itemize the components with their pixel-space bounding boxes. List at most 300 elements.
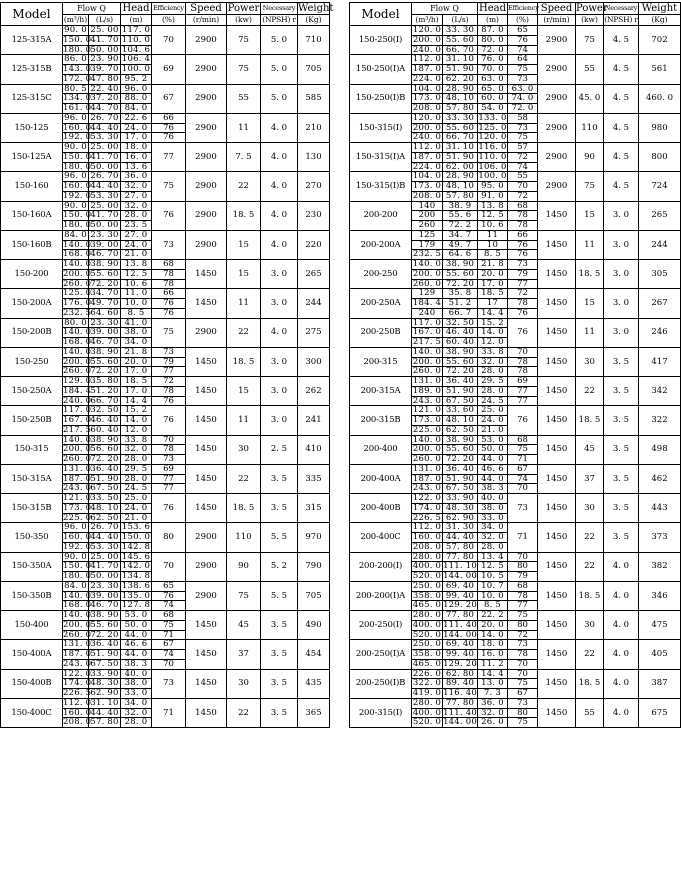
flow-ls-cell: 72. 20 — [443, 455, 478, 465]
head-cell: 142. 8 — [121, 541, 151, 552]
head-cell: 53. 0 — [121, 611, 152, 621]
head-cell: 12. 5 — [478, 211, 508, 221]
flow-m3h-cell: 112. 0 — [412, 142, 442, 153]
speed-cell: 1450 — [186, 289, 227, 318]
efficiency-cell: 76 — [152, 591, 186, 601]
flow-m3h-cell: 180. 0 — [63, 571, 92, 582]
flow-ls-cell: 89. 40 — [443, 679, 478, 689]
flow-ls-cell: 72. 20 — [90, 278, 119, 289]
weight-cell: 365 — [298, 698, 330, 727]
power-cell: 22 — [227, 318, 261, 347]
weight-cell: 705 — [298, 55, 330, 84]
efficiency-cell: 72 — [508, 630, 538, 640]
flow-ls-cell: 51. 20 — [90, 385, 119, 396]
flow-ls-cell: 44. 40 — [90, 122, 119, 133]
head-cell: 27. 0 — [121, 191, 152, 201]
table-row — [1, 260, 330, 270]
head-cell: 13. 8 — [121, 260, 152, 270]
head-cell: 72. 0 — [478, 45, 508, 55]
efficiency-unit: (%) — [508, 15, 538, 26]
power-cell: 22 — [227, 172, 261, 201]
flow-m3h-cell: 117. 0 — [412, 317, 442, 328]
flow-m3h-cell: 260. 0 — [412, 366, 442, 377]
weight-cell: 305 — [639, 260, 681, 289]
flow-ls-cell: 77. 80 — [443, 552, 478, 562]
flow-ls-cell: 39. 70 — [90, 64, 119, 75]
flow-m3h-cell: 84. 0 — [64, 229, 87, 240]
weight-cell: 270 — [298, 172, 330, 201]
head-cell: 54. 0 — [478, 104, 508, 114]
efficiency-cell: 78 — [508, 357, 538, 367]
flow-ls-cell: 144. 00 — [443, 571, 477, 582]
table-row — [350, 464, 681, 474]
efficiency-cell: 75 — [152, 620, 186, 630]
npsh-cell: 3. 0 — [261, 260, 298, 289]
flow-m3h-cell: 260. 0 — [412, 454, 442, 465]
speed-unit: (r/min) — [538, 15, 576, 26]
flow-m3h-cell: 173. 0 — [412, 415, 442, 426]
flow-m3h-cell: 192. 0 — [63, 190, 92, 201]
speed-cell: 1450 — [538, 523, 576, 552]
weight-cell: 435 — [298, 669, 330, 698]
flow-ls-cell: 26. 70 — [90, 522, 119, 533]
flow-m3h-cell: 200. 0 — [412, 34, 442, 45]
efficiency-cell: 76 — [152, 201, 186, 230]
efficiency-cell: 70 — [508, 552, 538, 562]
flow-ls-cell: 34. 7 — [443, 230, 478, 240]
efficiency-cell: 77 — [152, 484, 186, 494]
efficiency-cell: 73 — [152, 347, 186, 357]
efficiency-cell: 74 — [508, 45, 538, 55]
flow-ls-cell: 25. 00 — [90, 142, 119, 153]
flow-m3h-cell: 122. 0 — [63, 668, 92, 679]
flow-ls-cell: 77. 80 — [443, 611, 478, 621]
efficiency-cell: 70 — [152, 26, 186, 55]
head-cell: 33. 8 — [121, 435, 152, 445]
speed-cell: 1450 — [186, 698, 227, 727]
flow-m3h-cell: 226. 5 — [63, 688, 92, 699]
flow-m3h-cell: 117. 0 — [63, 405, 92, 416]
necessary-unit: (NPSH) r — [262, 15, 296, 25]
npsh-cell: 4. 0 — [604, 698, 639, 727]
flow-ls-cell: 48. 10 — [90, 502, 119, 513]
flow-ls-cell: 48. 30 — [90, 678, 119, 689]
npsh-cell: 3. 5 — [604, 377, 639, 406]
npsh-cell: 5. 5 — [261, 523, 298, 552]
flow-ls-cell: 77. 80 — [443, 698, 478, 708]
flow-ls-cell: 69. 40 — [443, 581, 478, 591]
flow-ls-cell: 49. 7 — [443, 240, 478, 250]
speed-cell: 1450 — [538, 406, 576, 435]
npsh-cell: 4. 0 — [261, 201, 298, 230]
head-cell: 24. 0 — [121, 503, 152, 513]
efficiency-cell: 72 — [152, 377, 186, 387]
head-cell: 70. 0 — [478, 65, 508, 75]
power-cell: 11 — [227, 289, 261, 318]
model-cell: 150-315B — [1, 494, 63, 523]
head-cell: 24. 0 — [121, 240, 152, 250]
npsh-cell: 3. 5 — [604, 523, 639, 552]
flow-ls-cell: 38. 90 — [90, 346, 119, 357]
npsh-cell: 5. 0 — [261, 26, 298, 55]
power-cell: 22 — [227, 464, 261, 493]
efficiency-cell: 70 — [152, 659, 186, 669]
flow-m3h-cell: 243. 0 — [412, 483, 442, 494]
power-cell: 18. 5 — [576, 260, 604, 289]
flow-m3h-cell: 167. 0 — [412, 327, 442, 338]
speed-cell: 2900 — [538, 113, 576, 142]
head-cell: 22. 6 — [121, 113, 152, 123]
flow-ls-cell: 35. 80 — [90, 376, 119, 387]
npsh-cell: 4. 0 — [604, 581, 639, 610]
efficiency-cell: 65 — [508, 26, 538, 36]
flow-ls-cell: 49. 70 — [90, 298, 119, 309]
model-cell: 125-315B — [1, 55, 63, 84]
flow-ls-cell: 31. 30 — [443, 523, 478, 533]
model-cell: 150-250(I)A — [350, 55, 412, 84]
efficiency-header: Efficiency — [508, 3, 538, 15]
head-cell: 36. 0 — [478, 698, 508, 708]
flow-ls-cell: 33. 30 — [443, 113, 478, 123]
flow-ls-cell: 51. 90 — [90, 473, 119, 484]
flow-ls-cell: 62. 50 — [443, 425, 478, 435]
flow-ls-cell: 23. 90 — [90, 54, 119, 65]
table-row — [1, 698, 330, 708]
efficiency-cell: 55 — [508, 172, 538, 182]
flow-m3h-cell: 280. 0 — [412, 551, 442, 562]
flow-ls-cell: 55. 60 — [443, 269, 478, 279]
flow-ls-cell: 36. 40 — [443, 464, 478, 474]
npsh-cell: 3. 5 — [604, 494, 639, 523]
head-cell: 38. 0 — [478, 503, 508, 513]
npsh-cell: 4. 5 — [604, 143, 639, 172]
efficiency-cell: 78 — [152, 386, 186, 396]
power-cell: 75 — [576, 172, 604, 201]
head-cell: 46. 6 — [121, 640, 152, 650]
flow-ls-cell: 51. 90 — [443, 65, 478, 75]
flow-m3h-cell: 208. 0 — [63, 717, 92, 728]
flow-ls-cell: 44. 40 — [90, 532, 119, 543]
model-cell: 150-200B — [1, 318, 63, 347]
efficiency-cell: 77 — [152, 474, 186, 484]
efficiency-cell: 73 — [152, 455, 186, 465]
flow-m3h-cell: 243. 0 — [412, 395, 442, 406]
table-row — [1, 494, 330, 504]
flow-m3h-cell: 400. 0 — [412, 561, 442, 572]
weight-unit: (Kg) — [298, 15, 330, 26]
flow-ls-cell: 66. 70 — [90, 395, 119, 406]
flow-unit-m3h: (m³/h) — [412, 15, 443, 26]
efficiency-cell: 65 — [152, 581, 186, 591]
efficiency-cell: 76 — [152, 406, 186, 435]
head-cell: 8. 5 — [478, 250, 508, 260]
table-row — [350, 347, 681, 357]
flow-ls-cell: 66. 7 — [443, 308, 478, 318]
npsh-cell: 3. 5 — [261, 464, 298, 493]
flow-m3h-cell: 176. 0 — [63, 298, 92, 309]
flow-m3h-cell: 187. 0 — [63, 473, 92, 484]
speed-cell: 1450 — [538, 552, 576, 581]
power-cell: 30 — [576, 611, 604, 640]
flow-m3h-cell: 200. 0 — [63, 268, 92, 279]
flow-unit-ls: (L/s) — [89, 15, 121, 26]
table-row — [1, 611, 330, 621]
efficiency-cell: 78 — [508, 299, 538, 309]
head-cell: 16. 0 — [478, 650, 508, 660]
speed-header: Speed — [538, 3, 576, 15]
power-cell: 75 — [227, 55, 261, 84]
head-cell: 29. 5 — [121, 464, 152, 474]
speed-cell: 1450 — [538, 318, 576, 347]
model-cell: 150-315(I) — [350, 113, 412, 142]
weight-cell: 210 — [298, 113, 330, 142]
head-cell: 32. 0 — [478, 357, 508, 367]
flow-m3h-cell: 226. 0 — [412, 668, 442, 679]
weight-cell: 462 — [639, 464, 681, 493]
flow-ls-cell: 51. 90 — [443, 152, 478, 162]
npsh-cell: 4. 5 — [604, 26, 639, 55]
npsh-cell: 3. 0 — [261, 347, 298, 376]
power-cell: 45 — [227, 611, 261, 640]
model-cell: 150-250(I) — [350, 26, 412, 55]
flow-m3h-cell: 200. 0 — [63, 356, 92, 367]
weight-cell: 322 — [639, 406, 681, 435]
model-cell: 150-315(I)A — [350, 143, 412, 172]
power-cell: 110 — [227, 523, 261, 552]
flow-m3h-cell: 140. 0 — [63, 590, 92, 601]
flow-m3h-cell: 208. 0 — [412, 190, 442, 201]
power-cell: 75 — [227, 581, 261, 610]
head-cell: 95. 0 — [478, 182, 508, 192]
npsh-cell: 3. 5 — [261, 698, 298, 727]
flow-m3h-cell: 160. 0 — [63, 707, 92, 718]
table-row — [1, 318, 330, 328]
flow-m3h-cell: 520. 0 — [412, 717, 442, 728]
flow-unit-ls: (L/s) — [443, 15, 478, 26]
model-cell: 150-160 — [1, 172, 63, 201]
flow-m3h-cell: 200. 0 — [63, 619, 92, 630]
efficiency-cell: 75 — [508, 679, 538, 689]
flow-ls-cell: 38. 9 — [443, 201, 478, 211]
efficiency-cell: 73 — [508, 74, 538, 84]
efficiency-cell: 67 — [152, 640, 186, 650]
npsh-cell: 3. 5 — [604, 347, 639, 376]
efficiency-cell: 68 — [508, 581, 538, 591]
weight-cell: 490 — [298, 611, 330, 640]
efficiency-cell: 78 — [152, 445, 186, 455]
flow-m3h-cell: 224. 0 — [412, 73, 442, 84]
flow-m3h-cell: 180. 0 — [63, 220, 92, 231]
model-cell: 150-400A — [1, 640, 63, 669]
head-cell: 24. 5 — [121, 484, 152, 494]
head-cell: 33. 0 — [478, 513, 508, 523]
power-cell: 22 — [576, 640, 604, 669]
model-cell: 150-125 — [1, 113, 63, 142]
flow-ls-cell: 72. 20 — [90, 629, 119, 640]
head-cell: 145. 6 — [121, 551, 151, 562]
model-cell: 150-315 — [1, 435, 63, 464]
weight-cell: 405 — [639, 640, 681, 669]
flow-m3h-cell: 140. 0 — [412, 259, 442, 270]
speed-cell: 1450 — [538, 347, 576, 376]
efficiency-cell: 73 — [152, 230, 186, 259]
head-cell: 53. 0 — [478, 435, 508, 445]
head-cell: 41. 0 — [121, 318, 152, 328]
speed-cell: 1450 — [186, 494, 227, 523]
head-cell: 135. 0 — [121, 590, 151, 601]
speed-cell: 1450 — [186, 611, 227, 640]
flow-ls-cell: 48. 10 — [443, 94, 478, 104]
head-cell: 17. 0 — [121, 133, 152, 143]
speed-cell: 1450 — [186, 347, 227, 376]
flow-m3h-cell: 90. 0 — [64, 551, 87, 562]
head-cell: 16. 0 — [121, 152, 152, 162]
table-row — [350, 611, 681, 621]
npsh-cell: 5. 5 — [261, 581, 298, 610]
efficiency-cell: 75 — [152, 172, 186, 201]
flow-ls-cell: 144. 00 — [443, 629, 477, 640]
head-cell: 10. 6 — [478, 221, 508, 231]
head-cell: 38. 3 — [121, 659, 152, 669]
flow-ls-cell: 39. 00 — [90, 590, 119, 601]
table-row — [350, 289, 681, 299]
flow-ls-cell: 55. 60 — [90, 268, 119, 279]
efficiency-cell: 77 — [508, 396, 538, 406]
flow-ls-cell: 111. 40 — [443, 707, 477, 718]
flow-ls-cell: 67. 50 — [443, 396, 478, 406]
efficiency-cell: 78 — [508, 221, 538, 231]
speed-cell: 2900 — [186, 26, 227, 55]
flow-ls-cell: 32. 50 — [443, 318, 478, 328]
efficiency-cell: 77 — [152, 143, 186, 172]
flow-m3h-cell: 160. 0 — [412, 532, 442, 543]
flow-ls-cell: 55. 60 — [443, 123, 478, 133]
flow-m3h-cell: 160. 0 — [63, 181, 92, 192]
weight-cell: 267 — [639, 289, 681, 318]
flow-m3h-cell: 280. 0 — [412, 610, 442, 621]
flow-m3h-cell: 140 — [412, 201, 443, 211]
head-cell: 138. 6 — [121, 580, 151, 591]
efficiency-cell: 76 — [508, 35, 538, 45]
model-cell: 200-200(I) — [350, 552, 412, 581]
power-cell: 11 — [227, 113, 261, 142]
speed-cell: 1450 — [538, 260, 576, 289]
efficiency-cell: 76 — [508, 308, 538, 318]
head-cell: 127. 8 — [121, 600, 151, 611]
flow-ls-cell: 26. 70 — [90, 112, 119, 123]
right-spec-table — [349, 2, 681, 728]
table-row — [1, 113, 330, 123]
table-row — [1, 523, 330, 533]
flow-header: Flow Q — [63, 3, 121, 15]
table-row — [1, 55, 330, 65]
model-cell: 200-250(I) — [350, 611, 412, 640]
table-row — [350, 230, 681, 240]
efficiency-cell: 74 — [508, 162, 538, 172]
npsh-cell: 4. 0 — [604, 669, 639, 698]
flow-ls-cell: 66. 70 — [443, 133, 478, 143]
flow-m3h-cell: 260. 0 — [63, 366, 92, 377]
weight-cell: 561 — [639, 55, 681, 84]
model-cell: 150-350B — [1, 581, 63, 610]
model-cell: 200-250(I)B — [350, 669, 412, 698]
weight-cell: 262 — [298, 377, 330, 406]
table-row — [1, 172, 330, 182]
necessary-unit: (NPSH) r — [604, 15, 638, 25]
flow-m3h-cell: 90. 0 — [64, 25, 87, 36]
flow-ls-cell: 69. 40 — [443, 640, 478, 650]
head-cell: 46. 6 — [478, 464, 508, 474]
model-cell: 200-200A — [350, 230, 412, 259]
speed-cell: 2900 — [538, 84, 576, 113]
flow-m3h-cell: 520. 0 — [412, 629, 442, 640]
model-cell: 200-315(I) — [350, 698, 412, 727]
model-header: Model — [1, 3, 63, 26]
flow-ls-cell: 47. 80 — [90, 73, 119, 84]
flow-m3h-cell: 104. 0 — [412, 171, 442, 182]
flow-ls-cell: 55. 60 — [443, 35, 478, 45]
npsh-cell: 3. 0 — [261, 377, 298, 406]
speed-cell: 1450 — [186, 669, 227, 698]
power-cell: 75 — [576, 26, 604, 55]
npsh-cell: 3. 5 — [261, 640, 298, 669]
efficiency-cell: 66 — [152, 113, 186, 123]
efficiency-cell: 78 — [508, 211, 538, 221]
speed-cell: 2900 — [186, 552, 227, 581]
flow-m3h-cell: 465. 0 — [412, 658, 442, 669]
weight-cell: 382 — [639, 552, 681, 581]
flow-m3h-cell: 125. 0 — [63, 288, 92, 299]
flow-ls-cell: 50. 00 — [90, 571, 119, 582]
npsh-cell: 3. 5 — [261, 611, 298, 640]
flow-ls-cell: 57. 80 — [443, 542, 478, 552]
head-cell: 153. 6 — [121, 522, 151, 533]
efficiency-cell: 70 — [508, 182, 538, 192]
head-cell: 10. 6 — [121, 279, 152, 289]
flow-m3h-cell: 96. 0 — [64, 112, 87, 123]
npsh-cell: 5. 0 — [261, 55, 298, 84]
head-cell: 96. 0 — [121, 84, 152, 94]
weight-cell: 702 — [639, 26, 681, 55]
head-cell: 8. 5 — [478, 601, 508, 611]
speed-cell: 1450 — [186, 435, 227, 464]
speed-cell: 2900 — [186, 201, 227, 230]
npsh-cell: 4. 5 — [604, 55, 639, 84]
flow-m3h-cell: 140. 0 — [412, 434, 442, 445]
efficiency-cell: 79 — [508, 269, 538, 279]
head-cell: 84. 0 — [121, 104, 152, 114]
speed-cell: 2900 — [186, 143, 227, 172]
power-cell: 37 — [227, 640, 261, 669]
npsh-cell: 3. 0 — [604, 201, 639, 230]
speed-cell: 1450 — [538, 377, 576, 406]
flow-m3h-cell: 80. 5 — [64, 83, 87, 94]
efficiency-cell: 76 — [152, 299, 186, 309]
weight-cell: 130 — [298, 143, 330, 172]
flow-ls-cell: 35. 8 — [443, 289, 478, 299]
weight-cell: 335 — [298, 464, 330, 493]
efficiency-cell: 75 — [508, 718, 538, 728]
model-header: Model — [350, 3, 412, 26]
speed-cell: 2900 — [186, 84, 227, 113]
flow-m3h-cell: 226. 5 — [412, 512, 442, 523]
head-cell: 44. 0 — [478, 455, 508, 465]
head-cell: 17 — [478, 299, 508, 309]
head-cell: 33. 0 — [121, 689, 152, 699]
efficiency-cell: 63. 0 — [508, 84, 538, 94]
head-cell: 20. 0 — [121, 357, 152, 367]
head-cell: 28. 0 — [478, 367, 508, 377]
